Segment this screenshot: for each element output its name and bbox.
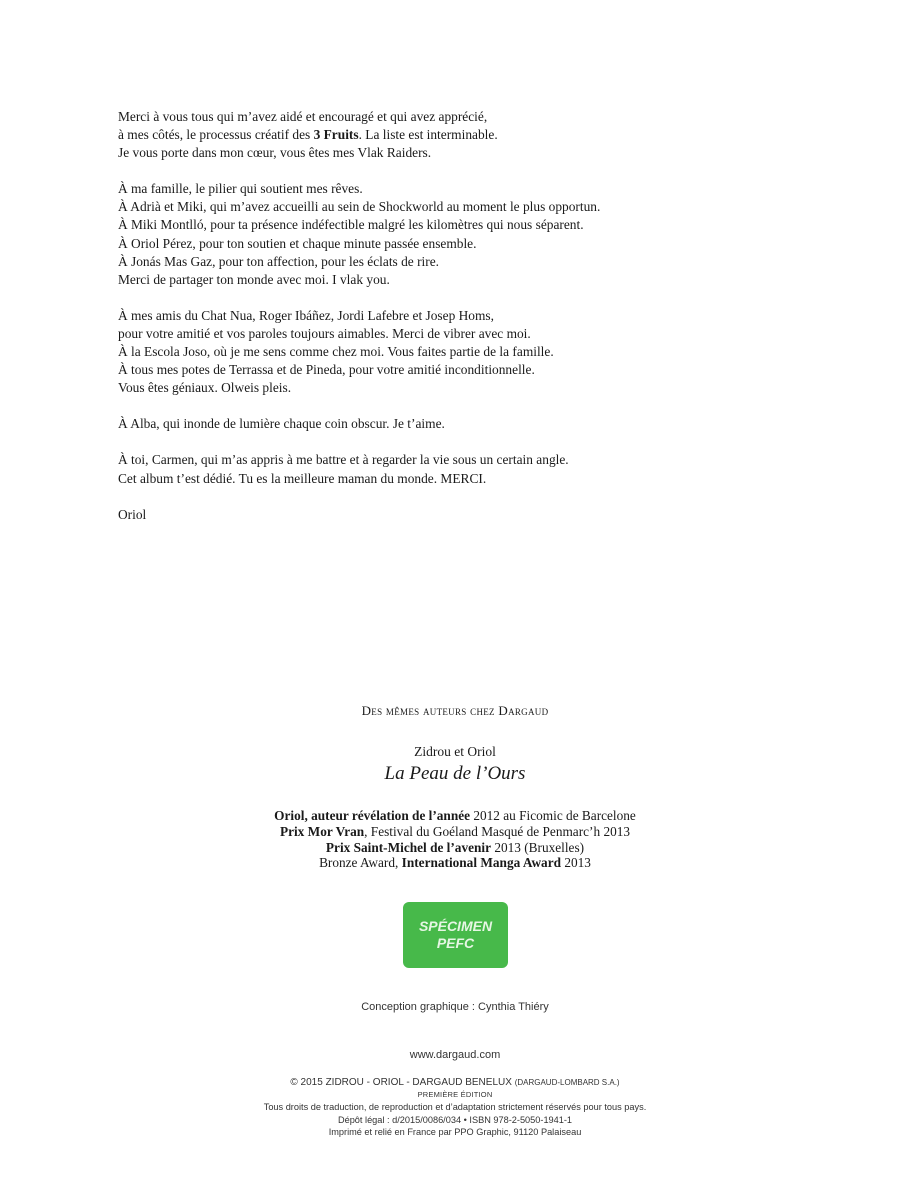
- line-text: Merci de partager ton monde avec moi. I vlak you.: [118, 271, 390, 287]
- specimen-pefc-stamp: [403, 902, 508, 968]
- acknowledgement-paragraph: [118, 451, 818, 487]
- book-title: La Peau de l’Ours: [384, 763, 526, 784]
- acknowledgement-line: [118, 379, 818, 397]
- legal-deposit: Dépôt légal : d/2015/0086/034 • ISBN 978-2-5050-1941-1: [337, 1114, 573, 1125]
- emphasis-text: 3 Fruits: [313, 127, 359, 143]
- line-text: À ma famille, le pilier qui soutient mes rêves.: [118, 181, 363, 197]
- award-line: [0, 855, 910, 871]
- award-name: Oriol, auteur révélation de l’année: [274, 808, 471, 823]
- acknowledgement-line: [118, 506, 818, 524]
- acknowledgement-line: [118, 180, 818, 198]
- acknowledgement-line: [118, 325, 818, 343]
- award-detail: , Festival du Goéland Masqué de Penmarc’h 2013: [364, 823, 631, 839]
- line-text: à mes côtés, le processus créatif des: [118, 127, 314, 143]
- line-text: À tous mes potes de Terrassa et de Pineda, pour votre amitié inconditionnelle.: [118, 362, 535, 378]
- edition-label: PREMIÈRE ÉDITION: [417, 1090, 493, 1099]
- line-text: Je vous porte dans mon cœur, vous êtes mes Vlak Raiders.: [118, 145, 432, 161]
- copyright-publisher: (DARGAUD-LOMBARD S.A.): [514, 1078, 620, 1087]
- line-text: À toi, Carmen, qui m’as appris à me battre et à regarder la vie sous un certain angle.: [118, 452, 569, 468]
- acknowledgement-line: [118, 216, 818, 234]
- award-name: Prix Mor Vran: [279, 823, 365, 839]
- acknowledgement-paragraph: [118, 108, 818, 162]
- line-text: À Alba, qui inonde de lumière chaque coin obscur. Je t’aime.: [118, 416, 445, 432]
- award-name: International Manga Award: [401, 855, 561, 871]
- other-books-section: [0, 703, 910, 871]
- acknowledgement-line: [118, 415, 818, 433]
- line-text: À mes amis du Chat Nua, Roger Ibáñez, Jordi Lafebre et Josep Homs,: [118, 307, 494, 323]
- line-text: Cet album t’est dédié. Tu es la meilleure maman du monde. MERCI.: [118, 470, 487, 486]
- acknowledgement-line: [118, 470, 818, 488]
- line-text: À Oriol Pérez, pour ton soutien et chaque minute passée ensemble.: [118, 235, 477, 251]
- award-detail: Bronze Award,: [319, 855, 402, 871]
- line-text: Merci à vous tous qui m’avez aidé et encouragé et qui avez apprécié,: [118, 109, 488, 124]
- line-text: . La liste est interminable.: [358, 127, 498, 143]
- award-name: Prix Saint-Michel de l’avenir: [325, 839, 491, 855]
- award-line: [0, 840, 910, 856]
- line-text: pour votre amitié et vos paroles toujours aimables. Merci de vibrer avec moi.: [118, 325, 531, 341]
- printer-notice: Imprimé et relié en France par PPO Graphic, 91120 Palaiseau: [328, 1127, 582, 1137]
- line-text: À Adrià et Miki, qui m’avez accueilli au sein de Shockworld au moment le plus opportun.: [118, 199, 601, 215]
- award-line: [0, 824, 910, 840]
- copyright-line: [0, 1076, 910, 1089]
- acknowledgement-paragraph: [118, 415, 818, 433]
- award-detail: 2013 (Bruxelles): [491, 839, 585, 855]
- award-detail: 2012 au Ficomic de Barcelone: [470, 808, 636, 823]
- acknowledgement-paragraph: [118, 307, 818, 397]
- design-credit: Conception graphique : Cynthia Thiéry: [361, 1001, 549, 1013]
- acknowledgement-line: [118, 271, 818, 289]
- line-text: À la Escola Joso, où je me sens comme chez moi. Vous faites partie de la famille.: [118, 344, 554, 360]
- copyright-main: © 2015 ZIDROU - ORIOL - DARGAUD BENELUX: [290, 1077, 515, 1088]
- rights-notice: Tous droits de traduction, de reproduction et d’adaptation strictement réservés pour tous pays.: [263, 1102, 647, 1112]
- acknowledgement-line: [118, 307, 818, 325]
- acknowledgement-line: [118, 235, 818, 253]
- line-text: À Miki Montlló, pour ta présence indéfectible malgré les kilomètres qui nous séparent.: [118, 217, 584, 233]
- acknowledgement-line: [118, 126, 818, 144]
- other-books-heading: Des mêmes auteurs chez Dargaud: [361, 703, 549, 718]
- line-text: Vous êtes géniaux. Olweis pleis.: [118, 380, 292, 396]
- acknowledgement-paragraph: [118, 506, 818, 524]
- acknowledgements-text: [118, 108, 818, 542]
- acknowledgement-line: [118, 108, 818, 126]
- acknowledgement-line: [118, 144, 818, 162]
- acknowledgement-line: [118, 253, 818, 271]
- line-text: Oriol: [118, 506, 147, 522]
- awards-list: [0, 808, 910, 871]
- book-authors: Zidrou et Oriol: [414, 744, 496, 759]
- legal-notice: [0, 1076, 910, 1139]
- acknowledgement-line: [118, 343, 818, 361]
- website-url[interactable]: www.dargaud.com: [409, 1049, 501, 1061]
- specimen-stamp-line1: SPÉCIMEN: [418, 918, 493, 934]
- award-line: [0, 808, 910, 824]
- award-detail: 2013: [561, 855, 591, 871]
- specimen-stamp-line2: PEFC: [436, 935, 475, 951]
- acknowledgement-line: [118, 198, 818, 216]
- acknowledgement-line: [118, 451, 818, 469]
- acknowledgement-paragraph: [118, 180, 818, 289]
- line-text: À Jonás Mas Gaz, pour ton affection, pour les éclats de rire.: [118, 253, 440, 269]
- acknowledgement-line: [118, 361, 818, 379]
